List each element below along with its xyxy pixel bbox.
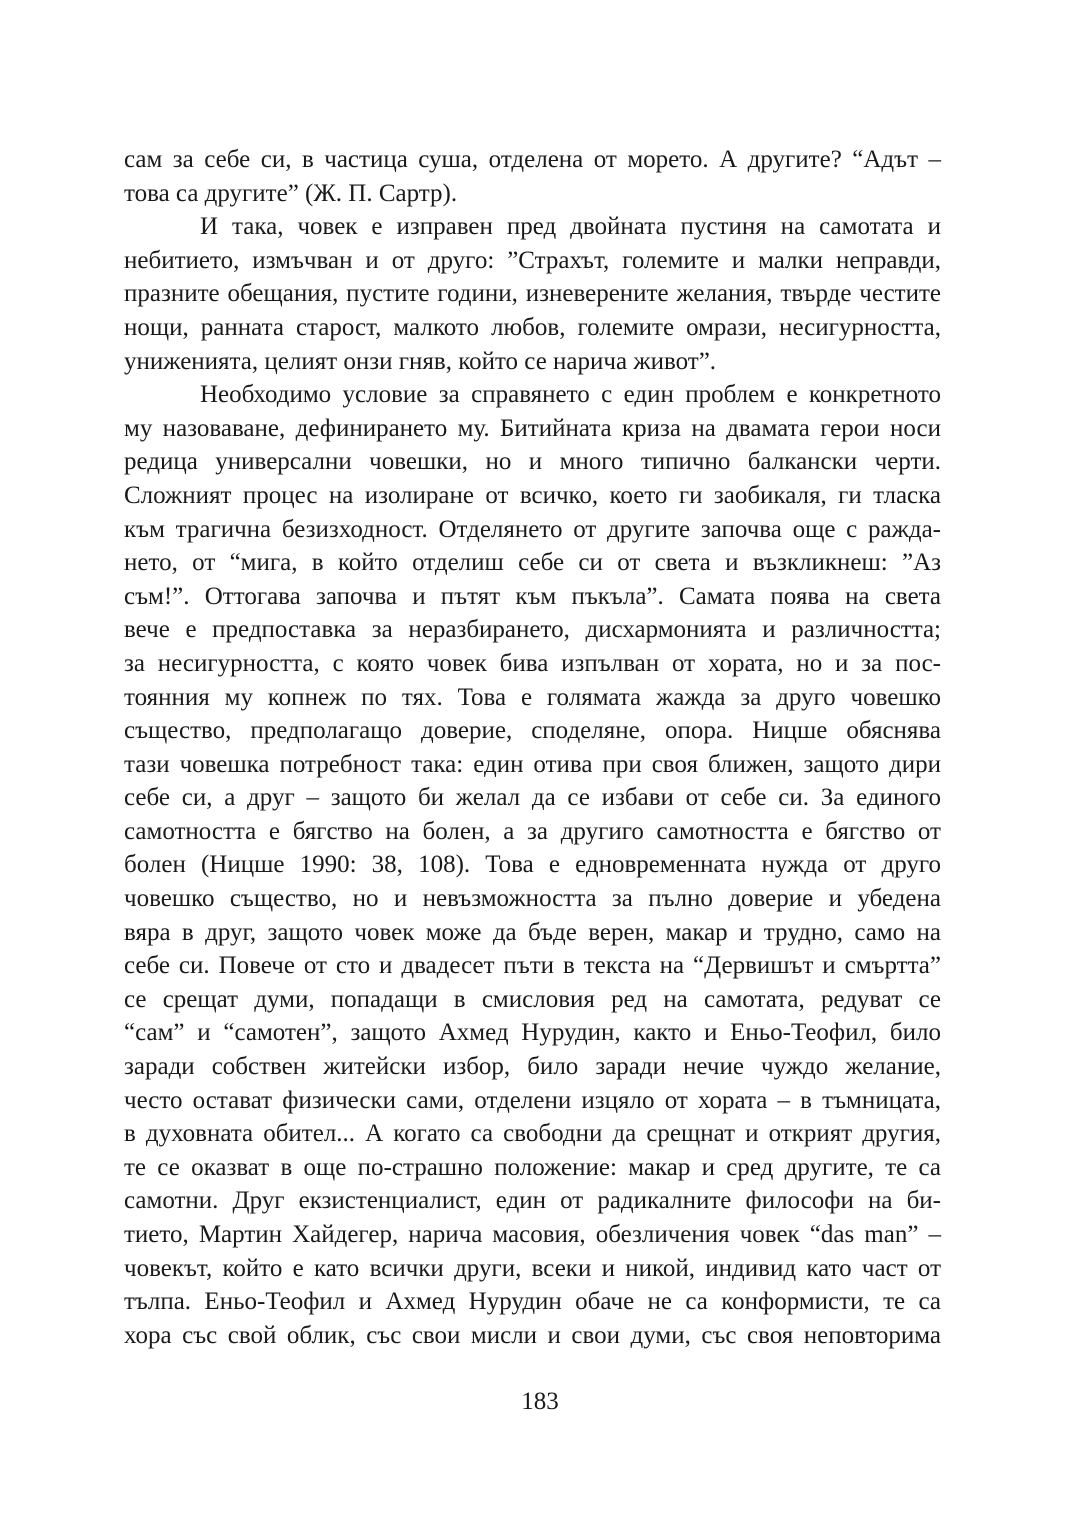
text-line: сам за себе си, в частица суша, отделена от морето. А другите? “Адът – xyxy=(124,146,941,173)
text-line: същество, предполагащо доверие, споделяне, опора. Ницше обяснява xyxy=(124,717,941,745)
text-line: Сложният процес на изолиране от всичко, което ги заобикаля, ги тласка xyxy=(124,481,941,509)
text-line: човешко същество, но и невъзможността за пълно доверие и убедена xyxy=(124,885,941,913)
text-line: човекът, който е като всички други, всеки и никой, индивид като част от xyxy=(124,1254,941,1282)
text-line: към трагична безизходност. Отделянето от другите започва още с ражда- xyxy=(124,515,941,543)
text-line: самотни. Друг екзистенциалист, един от радикалните философи на би- xyxy=(124,1187,941,1215)
text-line: често остават физически сами, отделени изцяло от хората – в тъмницата, xyxy=(124,1086,941,1114)
text-line: вече е предпоставка за неразбирането, дисхармонията и различността; xyxy=(124,616,941,644)
text-line: в духовната обител... А когато са свободни да срещнат и открият другия, xyxy=(124,1120,941,1148)
text-line: болен (Ницше 1990: 38, 108). Това е едновременната нужда от друго xyxy=(124,851,941,879)
body-text xyxy=(124,143,941,1352)
text-line: И така, човек е изправен пред двойната пустиня на самотата и xyxy=(200,213,941,241)
page-number: 183 xyxy=(521,1388,559,1415)
text-line: съм!”. Оттогава започва и пътят към пъкъла”. Самата поява на света xyxy=(124,582,941,610)
text-line: се срещат думи, попадащи в смисловия ред на самотата, редуват се xyxy=(124,985,941,1013)
text-line: редица универсални човешки, но и много типично балкански черти. xyxy=(124,448,941,476)
text-line: себе си. Повече от сто и двадесет пъти в текста на “Дервишът и смъртта” xyxy=(124,952,941,980)
text-line: за несигурността, с която човек бива изпълван от хората, но и за пос- xyxy=(124,649,941,677)
text-line: заради собствен житейски избор, било заради нечие чуждо желание, xyxy=(124,1053,941,1081)
text-line: “сам” и “самотен”, защото Ахмед Нурудин, както и Еньо-Теофил, било xyxy=(124,1019,941,1047)
text-line: нето, от “мига, в който отделиш себе си от света и възкликнеш: ”Аз xyxy=(124,549,941,577)
text-line: самотността е бягство на болен, а за другиго самотността е бягство от xyxy=(124,817,941,845)
text-line: тълпа. Еньо-Теофил и Ахмед Нурудин обаче не са конформисти, те са xyxy=(124,1288,941,1316)
text-line: униженията, целият онзи гняв, който се нарича живот”. xyxy=(124,347,717,375)
text-line: вяра в друг, защото човек може да бъде верен, макар и трудно, само на xyxy=(124,918,941,946)
text-line: нощи, ранната старост, малкото любов, големите омрази, несигурността, xyxy=(124,313,941,341)
text-line: тоянния му копнеж по тях. Това е голямата жажда за друго човешко xyxy=(124,683,941,711)
text-line: това са другите” (Ж. П. Сартр). xyxy=(124,179,458,207)
text-line: хора със свой облик, със свои мисли и свои думи, със своя неповторима xyxy=(124,1321,941,1349)
text-line: Необходимо условие за справянето с един проблем е конкретното xyxy=(200,381,941,409)
text-line: небитието, измъчван и от друго: ”Страхът, големите и малки неправди, xyxy=(124,246,941,274)
text-line: себе си, а друг – защото би желал да се избави от себе си. За единого xyxy=(124,784,941,812)
text-line: тието, Мартин Хайдегер, нарича масовия, обезличения човек “das man” – xyxy=(124,1221,941,1248)
text-line: му назоваване, дефинирането му. Битийната криза на двамата герои носи xyxy=(124,414,941,442)
text-line: те се оказват в още по-страшно положение: макар и сред другите, те са xyxy=(124,1153,941,1181)
text-line: празните обещания, пустите години, изневерените желания, твърде честите xyxy=(124,280,941,308)
text-line: тази човешка потребност така: един отива при своя ближен, защото дири xyxy=(124,750,941,778)
